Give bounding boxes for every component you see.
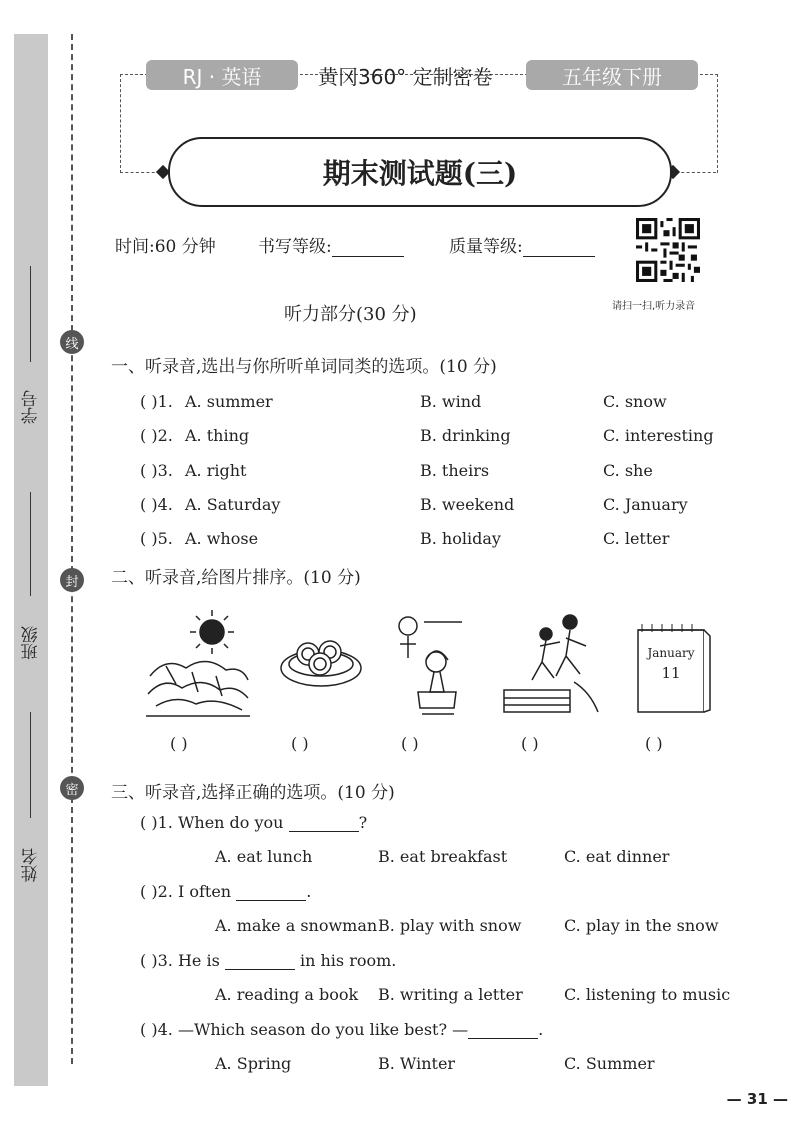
- quality-grade-blank: [523, 240, 595, 257]
- option-c: C. interesting: [603, 426, 714, 445]
- picture-calendar: [632, 622, 712, 714]
- student-no-line: [30, 266, 31, 362]
- listening-section-title: 听力部分(30 分): [284, 304, 417, 325]
- option-a: A. Saturday: [185, 495, 281, 514]
- s3-2-option-a: A. make a snowman: [215, 916, 378, 935]
- qr-caption: 请扫一扫,听力录音: [612, 301, 696, 312]
- question-end: in his room.: [299, 951, 397, 970]
- writing-grade-label: 书写等级:: [258, 237, 332, 257]
- question-text: He is: [177, 951, 220, 970]
- s3-4-option-a: A. Spring: [215, 1054, 292, 1073]
- s3-4-option-c: C. Summer: [564, 1054, 655, 1073]
- s3-3-option-a: A. reading a book: [215, 985, 359, 1004]
- option-b: B. wind: [420, 392, 482, 411]
- picture-answer-paren-1[interactable]: ( ): [170, 734, 188, 753]
- fill-blank[interactable]: [236, 886, 306, 901]
- calendar-day: 11: [661, 664, 681, 682]
- calendar-month: January: [647, 646, 695, 660]
- time-label: 时间:60 分钟: [115, 237, 216, 257]
- s3-1-option-a: A. eat lunch: [215, 847, 313, 866]
- option-a: A. right: [185, 461, 247, 480]
- header-frame-left-tail: [120, 172, 160, 173]
- answer-paren[interactable]: ( )1.: [140, 813, 173, 832]
- fill-blank[interactable]: [468, 1024, 538, 1039]
- picture-person-sitting: [394, 612, 464, 716]
- answer-paren[interactable]: ( )4.: [140, 495, 173, 514]
- question-text: I often: [177, 882, 232, 901]
- option-b: B. holiday: [420, 529, 501, 548]
- header-frame-right-tail: [676, 172, 716, 173]
- section2-heading: 二、听录音,给图片排序。(10 分): [111, 568, 361, 588]
- s3-item-3: [140, 951, 396, 970]
- picture-people-climbing: [500, 612, 602, 716]
- option-b: B. drinking: [420, 426, 511, 445]
- picture-answer-paren-3[interactable]: ( ): [401, 734, 419, 753]
- answer-paren[interactable]: ( )2.: [140, 882, 173, 901]
- fill-blank[interactable]: [289, 817, 359, 832]
- s3-1-option-c: C. eat dinner: [564, 847, 670, 866]
- section1-heading: 一、听录音,选出与你所听单词同类的选项。(10 分): [111, 357, 497, 377]
- option-a: A. whose: [185, 529, 259, 548]
- quality-grade-label: 质量等级:: [449, 237, 523, 257]
- answer-paren[interactable]: ( )2.: [140, 426, 173, 445]
- quality-grade-field: [449, 232, 595, 257]
- exam-title: 期末测试题(三): [168, 137, 672, 207]
- question-text: —Which season do you like best? —: [177, 1020, 469, 1039]
- option-b: B. weekend: [420, 495, 515, 514]
- qr-code-icon[interactable]: [636, 218, 700, 282]
- fill-blank[interactable]: [225, 955, 295, 970]
- option-c: C. snow: [603, 392, 667, 411]
- seal-line-marker: 线: [60, 330, 84, 354]
- picture-answer-paren-4[interactable]: ( ): [521, 734, 539, 753]
- answer-paren[interactable]: ( )1.: [140, 392, 173, 411]
- s3-item-1: [140, 813, 367, 832]
- class-line: [30, 492, 31, 596]
- s3-2-option-b: B. play with snow: [378, 916, 522, 935]
- writing-grade-blank: [332, 240, 404, 257]
- option-c: C. January: [603, 495, 688, 514]
- picture-snow-sun: [146, 606, 250, 718]
- answer-paren[interactable]: ( )5.: [140, 529, 173, 548]
- answer-paren[interactable]: ( )3.: [140, 951, 173, 970]
- s3-2-option-c: C. play in the snow: [564, 916, 719, 935]
- question-end: .: [538, 1020, 544, 1039]
- s3-3-option-b: B. writing a letter: [378, 985, 523, 1004]
- option-c: C. letter: [603, 529, 670, 548]
- series-name: 黄冈360° 定制密卷: [318, 64, 493, 89]
- binding-strip: [14, 34, 48, 1086]
- question-end: .: [306, 882, 312, 901]
- writing-grade-field: [258, 232, 404, 257]
- s3-1-option-b: B. eat breakfast: [378, 847, 508, 866]
- question-text: When do you: [177, 813, 284, 832]
- class-label: 班级: [21, 626, 42, 660]
- picture-mooncakes: [278, 624, 364, 690]
- picture-answer-paren-5[interactable]: ( ): [645, 734, 663, 753]
- question-end: ?: [358, 813, 368, 832]
- grade-pill: 五年级下册: [526, 60, 698, 90]
- name-label: 姓名: [21, 848, 42, 882]
- student-no-label: 学号: [21, 390, 42, 424]
- seal-seal-marker: 封: [60, 568, 84, 592]
- option-a: A. thing: [185, 426, 250, 445]
- subject-pill: RJ · 英语: [146, 60, 298, 90]
- s3-item-4: [140, 1020, 543, 1039]
- answer-paren[interactable]: ( )3.: [140, 461, 173, 480]
- option-b: B. theirs: [420, 461, 490, 480]
- answer-paren[interactable]: ( )4.: [140, 1020, 173, 1039]
- name-line: [30, 712, 31, 818]
- page-number: — 31 —: [726, 1090, 788, 1108]
- picture-answer-paren-2[interactable]: ( ): [291, 734, 309, 753]
- s3-3-option-c: C. listening to music: [564, 985, 731, 1004]
- seal-secret-marker: 密: [60, 776, 84, 800]
- section3-heading: 三、听录音,选择正确的选项。(10 分): [111, 783, 395, 803]
- option-a: A. summer: [185, 392, 273, 411]
- s3-item-2: [140, 882, 311, 901]
- s3-4-option-b: B. Winter: [378, 1054, 456, 1073]
- option-c: C. she: [603, 461, 653, 480]
- binding-dash-line: [71, 34, 73, 1064]
